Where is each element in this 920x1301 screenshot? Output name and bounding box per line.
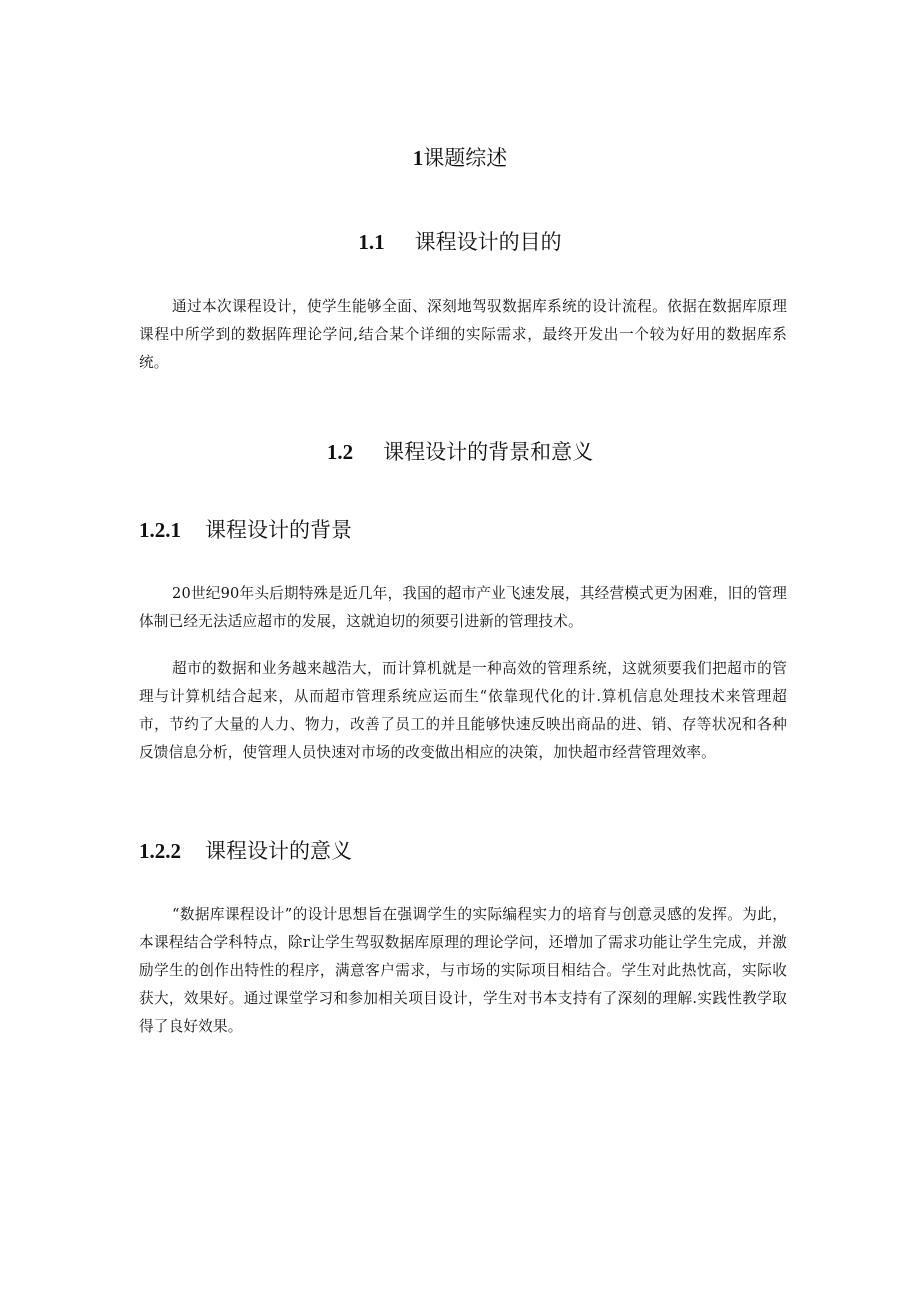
- subsection-1-2-1-heading: [139, 515, 352, 545]
- section-number: 1.2: [326, 440, 354, 464]
- chapter-number: 1: [412, 146, 424, 170]
- section-title: 课程设计的背景和意义: [383, 440, 594, 464]
- subsection-title: 课程设计的意义: [205, 839, 352, 863]
- section-number: 1.1: [358, 230, 385, 254]
- chapter-title-text: 课题综述: [423, 146, 508, 170]
- chapter-title: [0, 143, 920, 173]
- subsection-number: 1.2.1: [139, 518, 181, 542]
- subsection-1-2-1-paragraph-2: 超市的数据和业务越来越浩大，而计算机就是一种高效的管理系统，这就须要我们把超市的管理与计算机结合起来，从而超市管理系统应运而生“依靠现代化的计.算机信息处理技术来管理超市，节约了大量的人力、物力，改善了员工的并且能够快速反映出商品的进、销、存等状况和各种反馈信息分析，使管理人员快速对市场的改变做出相应的决策，加快超市经营管理效率。: [139, 660, 787, 761]
- subsection-1-2-2-paragraph: “数据库课程设计”的设计思想旨在强调学生的实际编程实力的培育与创意灵感的发挥。为此，本课程结合学科特点，除r让学生驾驭数据库原理的理论学问，还增加了需求功能让学生完成，并激励学生的创作出特性的程序，满意客户需求，与市场的实际项目相结合。学生对此热忱高，实际收获大，效果好。通过课堂学习和参加相关项目设计，学生对书本支持有了深刻的理解.实践性教学取得了良好效果。: [139, 906, 787, 1035]
- subsection-number: 1.2.2: [139, 839, 181, 863]
- section-1-1-paragraph: 通过本次课程设计，使学生能够全面、深刻地驾驭数据库系统的设计流程。依据在数据库原理课程中所学到的数据阵理论学问,结合某个详细的实际需求，最终开发出一个较为好用的数据库系统。: [139, 298, 787, 371]
- section-1-2-heading: [0, 437, 920, 467]
- subsection-title: 课程设计的背景: [205, 518, 352, 542]
- section-title: 课程设计的目的: [414, 230, 562, 254]
- subsection-1-2-1-paragraph-1: 20世纪90年头后期特殊是近几年，我国的超市产业飞速发展，其经营模式更为困难，旧的管理体制已经无法适应超市的发展，这就迫切的须要引进新的管理技术。: [139, 585, 787, 630]
- section-1-1-heading: [0, 227, 920, 257]
- subsection-1-2-2-heading: [139, 836, 352, 866]
